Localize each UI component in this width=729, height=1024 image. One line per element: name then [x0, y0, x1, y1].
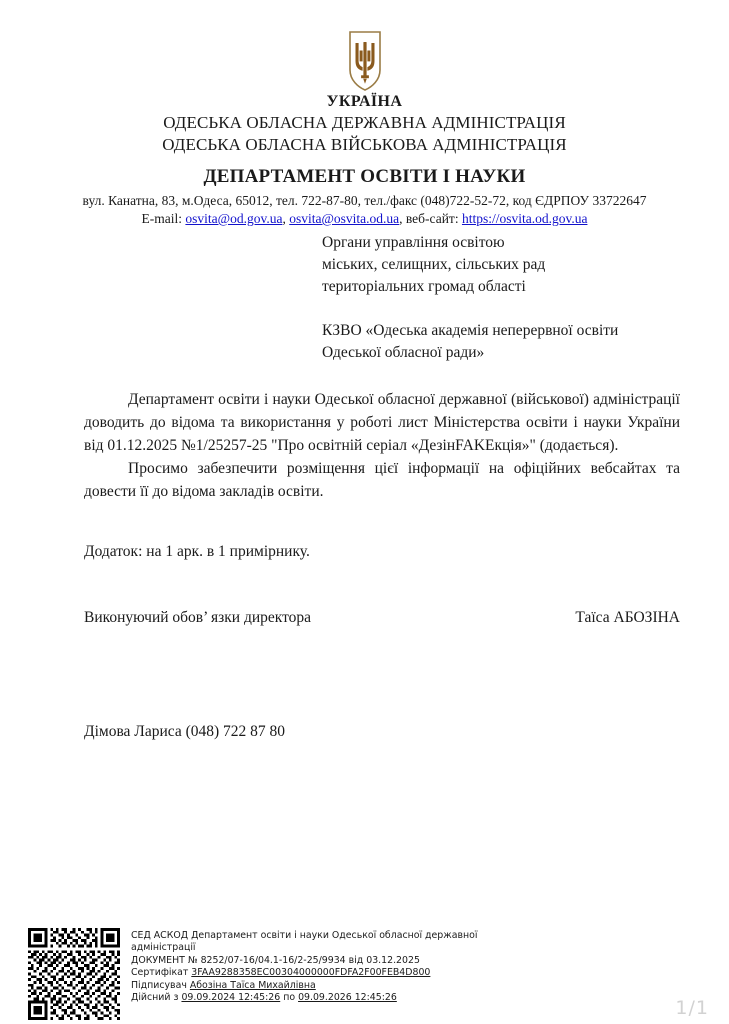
stamp-signer-name: Абозіна Таїса Михайлівна [189, 979, 316, 991]
postal-address: вул. Канатна, 83, м.Одеса, 65012, тел. 722-87-80, тел./факс (048)722-52-72, код ЄДРПОУ 33722647 [82, 193, 647, 208]
email-label: E-mail: [141, 211, 183, 226]
stamp-certificate-label: Сертифікат [131, 967, 189, 979]
attachment-note: Додаток: на 1 арк. в 1 примірнику. [84, 543, 310, 560]
organization-line-1: ОДЕСЬКА ОБЛАСНА ДЕРЖАВНА АДМІНІСТРАЦІЯ [163, 113, 566, 132]
stamp-certificate-serial: 3FAA9288358EC00304000000FDFA2F00FEB4D800 [191, 967, 431, 979]
stamp-certificate-line [131, 967, 477, 979]
contact-line [0, 210, 729, 228]
email-link-primary[interactable]: osvita@od.gov.ua [185, 211, 283, 226]
addressee-group-authorities [322, 232, 702, 298]
letter-body [84, 388, 680, 503]
email-separator: , [282, 211, 290, 226]
signer-position: Виконуючий обов’ язки директора [84, 609, 312, 626]
addressee-line-4: КЗВО «Одеська академія неперервної освіти [322, 322, 619, 339]
stamp-organization-line-1: Департамент освіти і науки Одеської обласної державної [191, 930, 478, 941]
stamp-signer-label: Підписувач [131, 979, 187, 991]
stamp-valid-from: 09.09.2024 12:45:26 [181, 992, 281, 1004]
addressee-block [322, 232, 702, 364]
qr-code-icon[interactable] [28, 928, 120, 1020]
signature-block [84, 606, 680, 629]
body-paragraph-2: Просимо забезпечити розміщення цієї інформації на офіційних вебсайтах та довести її до відома закладів освіти. [84, 460, 680, 500]
addressee-group-academy [322, 320, 702, 364]
stamp-system-label: СЕД АСКОД [131, 930, 189, 941]
stamp-organization-line-2: адміністрації [131, 942, 196, 954]
stamp-document-date-label: від [348, 954, 364, 966]
stamp-valid-to-label: по [283, 992, 296, 1004]
organization-line-2: ОДЕСЬКА ОБЛАСНА ВІЙСЬКОВА АДМІНІСТРАЦІЯ [162, 135, 567, 154]
stamp-document-line [131, 955, 477, 967]
addressee-line-3: територіальних громад області [322, 278, 526, 295]
page-indicator: 1/1 [675, 997, 709, 1019]
stamp-signer-line [131, 980, 477, 992]
ukraine-coat-of-arms-tryzub-icon [348, 30, 382, 92]
stamp-validity-line [131, 992, 477, 1004]
stamp-system-line [131, 930, 477, 942]
stamp-valid-label: Дійсний з [131, 992, 179, 1004]
digital-signature-stamp [28, 928, 477, 1020]
addressee-line-1: Органи управління освітою [322, 234, 505, 251]
website-link[interactable]: https://osvita.od.gov.ua [461, 211, 588, 226]
email-link-secondary[interactable]: osvita@osvita.od.ua [289, 211, 400, 226]
department-name: ДЕПАРТАМЕНТ ОСВІТИ І НАУКИ [203, 166, 526, 187]
addressee-line-2: міських, селищних, сільських рад [322, 256, 546, 273]
addressee-line-5: Одеської обласної ради» [322, 344, 485, 361]
stamp-valid-to: 09.09.2026 12:45:26 [298, 992, 397, 1004]
country-name: УКРАЇНА [326, 93, 403, 110]
signer-name: Таїса АБОЗІНА [575, 609, 680, 626]
stamp-document-date: 03.12.2025 [366, 954, 420, 966]
stamp-document-label: ДОКУМЕНТ № [131, 954, 198, 966]
letterhead [0, 92, 729, 228]
stamp-details [131, 928, 477, 1004]
stamp-document-number: 8252/07-16/04.1-16/2-25/9934 [200, 954, 346, 966]
body-paragraph-1: Департамент освіти і науки Одеської обласної державної (військової) адміністрації доводить до відома та використання у роботі лист Міністерства освіти і науки України від 01.12.2025 №1/25257-25 "Про освітній серіал «ДезінFAKEкція»" (додається). [84, 391, 680, 454]
emblem-container [0, 30, 729, 92]
website-label: , веб-сайт: [399, 211, 462, 226]
executor-contact: Дімова Лариса (048) 722 87 80 [84, 723, 286, 740]
